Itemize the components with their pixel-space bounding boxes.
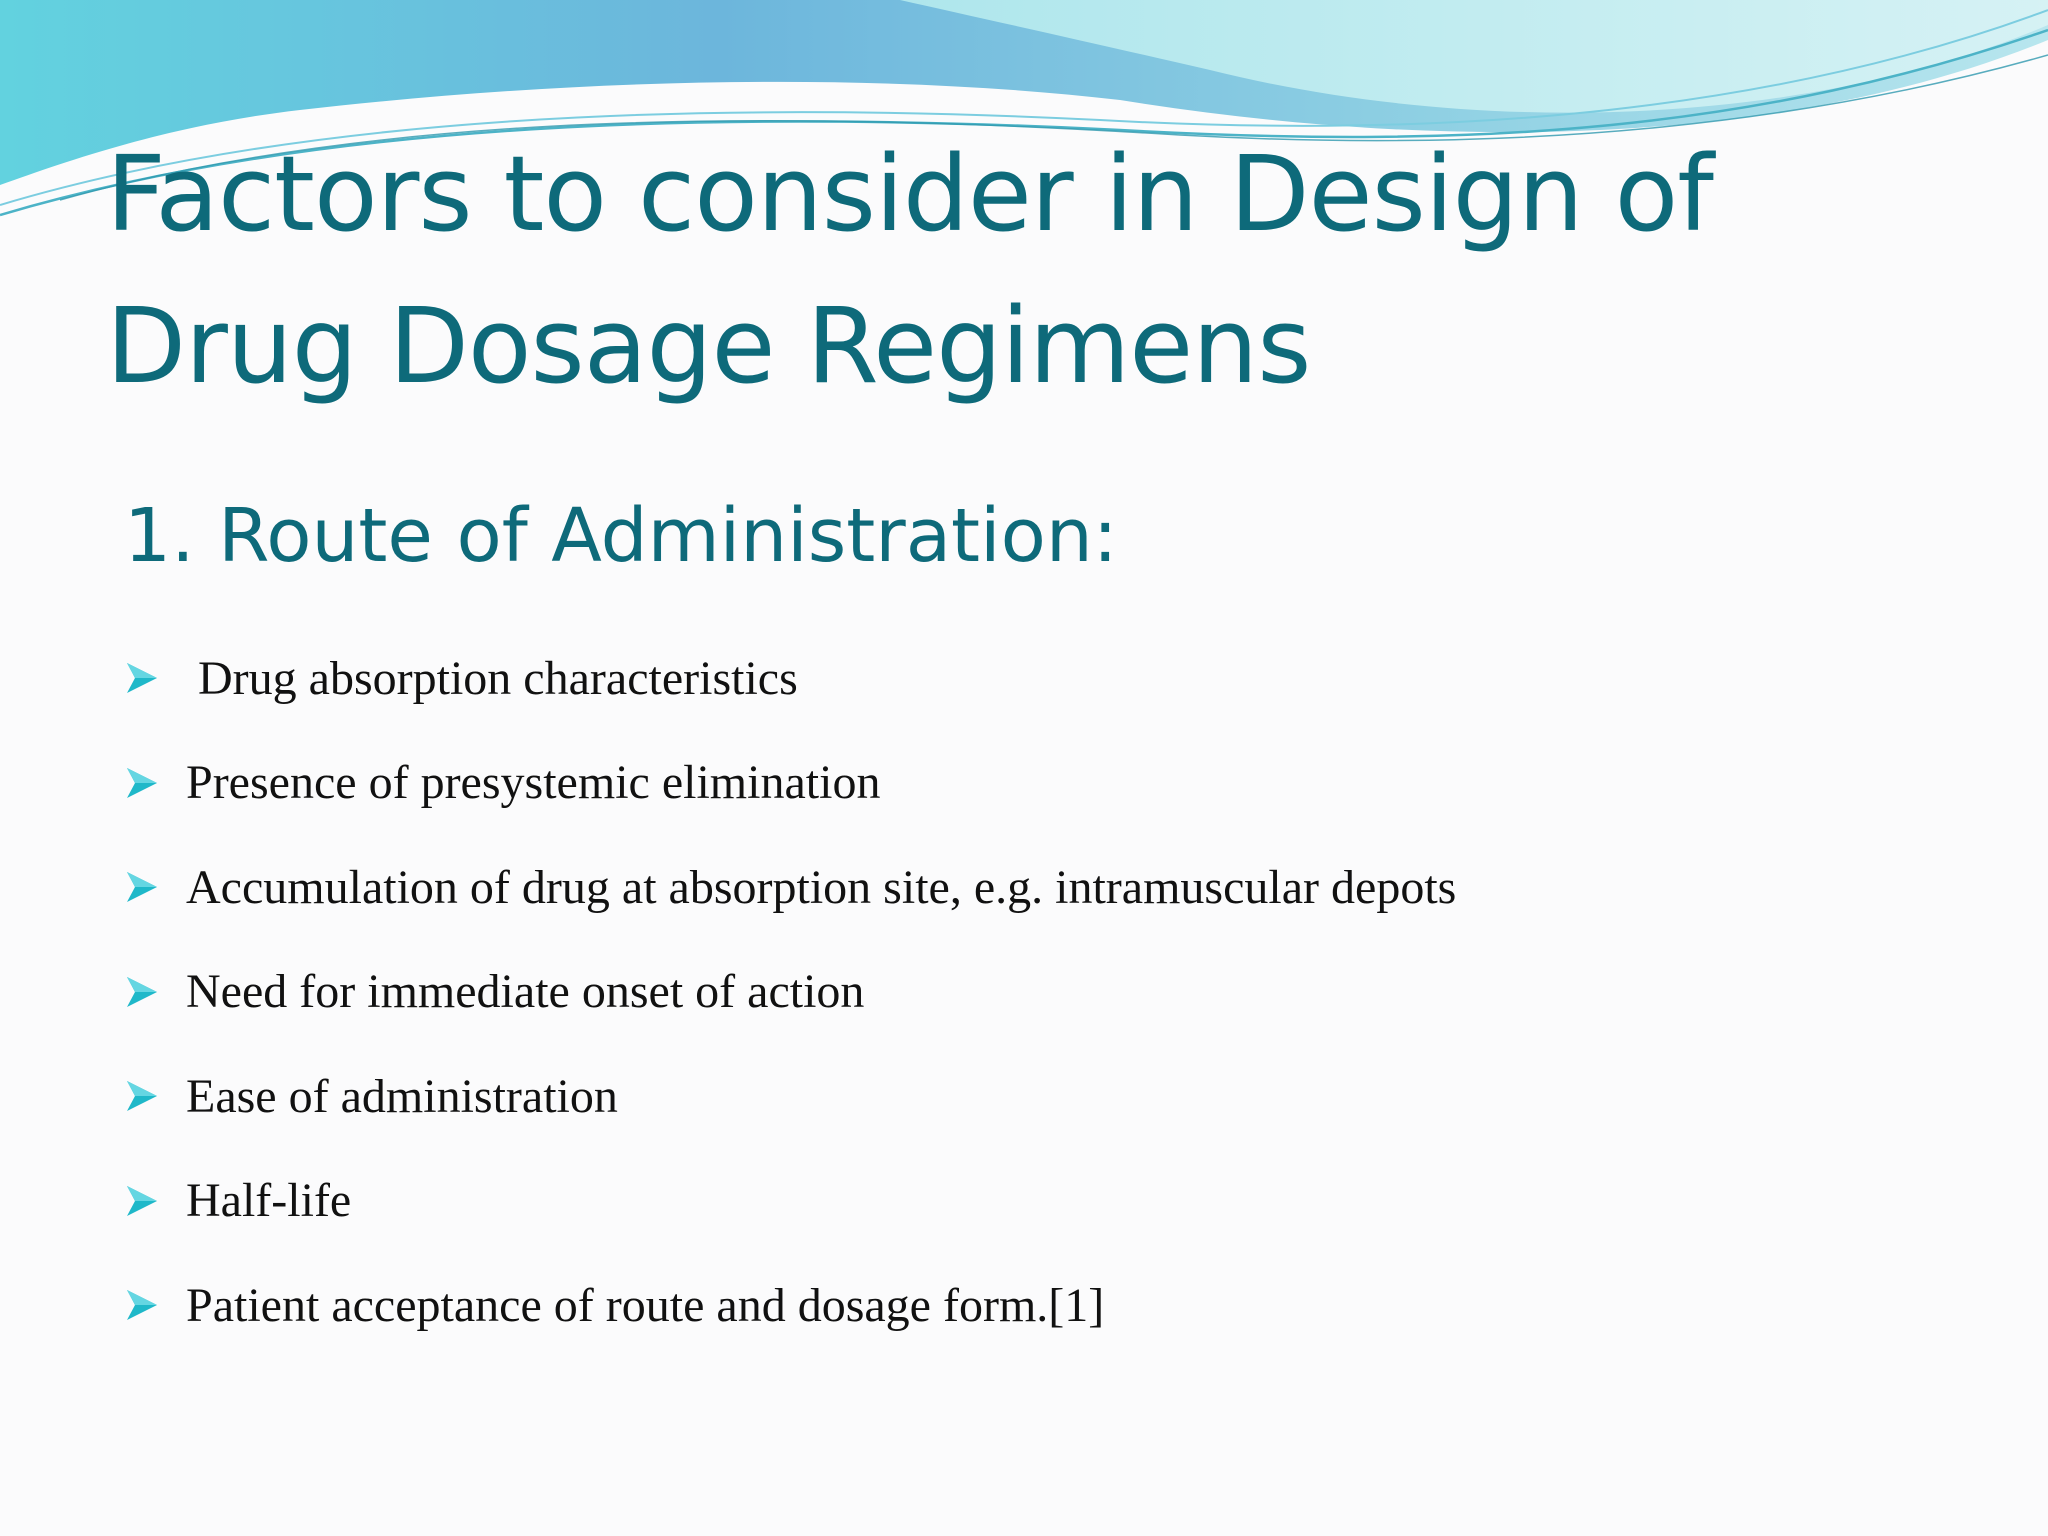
arrowhead-bullet-icon <box>124 1078 160 1114</box>
bullet-text: Accumulation of drug at absorption site, e.g. intramuscular depots <box>186 860 1457 914</box>
bullet-text: Half-life <box>186 1174 352 1228</box>
bullet-list <box>124 626 1984 1358</box>
bullet-text: Ease of administration <box>186 1069 618 1123</box>
bullet-item <box>124 1044 1984 1149</box>
bullet-item <box>124 940 1984 1045</box>
section-heading: 1. Route of Administration: <box>124 493 1118 579</box>
slide-title <box>106 118 1926 422</box>
bullet-item <box>124 835 1984 940</box>
arrowhead-bullet-icon <box>124 1183 160 1219</box>
slide-title-line-1: Factors to consider in Design of <box>106 133 1713 255</box>
arrowhead-bullet-icon <box>124 660 160 696</box>
arrowhead-bullet-icon <box>124 974 160 1010</box>
bullet-text: Need for immediate onset of action <box>186 965 865 1019</box>
bullet-text: Drug absorption characteristics <box>186 651 798 705</box>
bullet-item <box>124 1149 1984 1254</box>
bullet-item <box>124 626 1984 731</box>
bullet-item <box>124 1253 1984 1358</box>
arrowhead-bullet-icon <box>124 869 160 905</box>
arrowhead-bullet-icon <box>124 1287 160 1323</box>
bullet-text: Presence of presystemic elimination <box>186 756 881 810</box>
bullet-text: Patient acceptance of route and dosage form.[1] <box>186 1278 1105 1332</box>
bullet-item <box>124 731 1984 836</box>
slide-title-line-2: Drug Dosage Regimens <box>106 285 1311 407</box>
arrowhead-bullet-icon <box>124 765 160 801</box>
